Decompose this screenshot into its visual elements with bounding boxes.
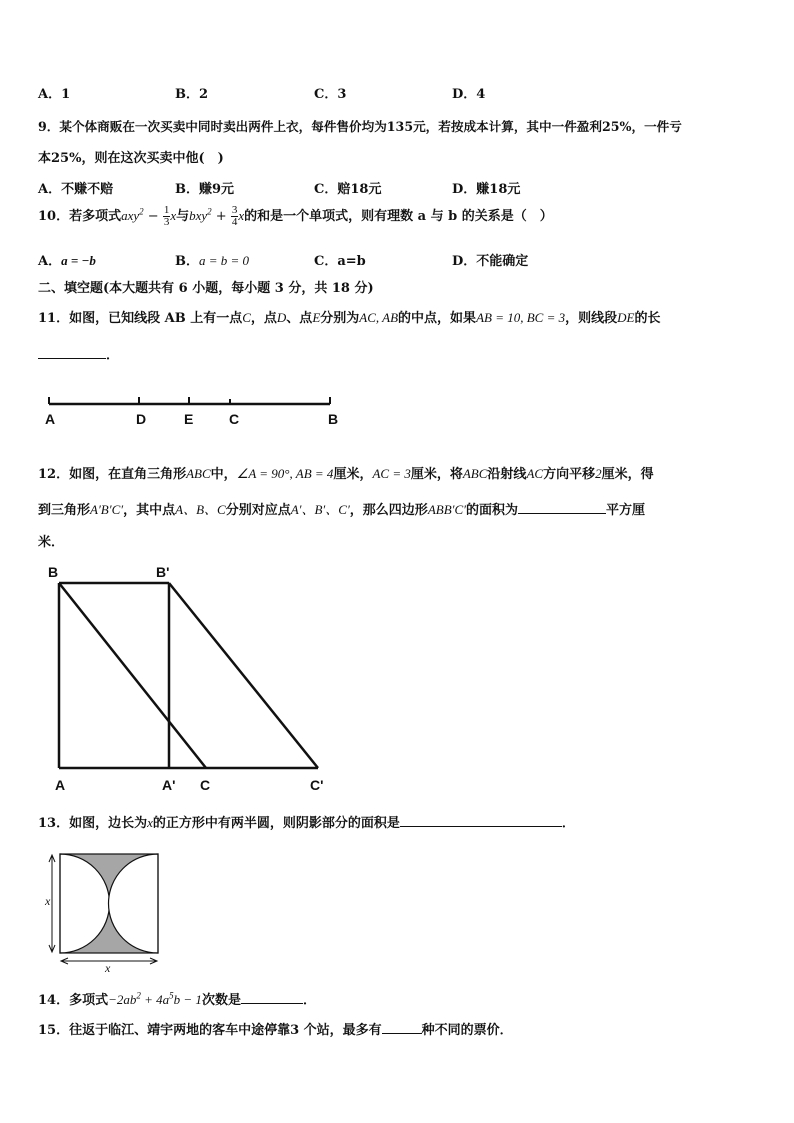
q12-t2: 中， bbox=[210, 467, 237, 482]
q10-option-d: D．不能确定 bbox=[452, 254, 529, 269]
q12-label-b-prime: B' bbox=[156, 564, 170, 580]
q12-label-c-prime: C' bbox=[310, 777, 324, 793]
q10-frac1-num: 1 bbox=[163, 204, 170, 216]
q9-text-line1: 9．某个体商贩在一次买卖中同时卖出两件上衣，每件售价均为135元，若按成本计算，其中一件盈利25%，一件亏 bbox=[38, 119, 682, 134]
q10-expr2-exp: 2 bbox=[207, 206, 212, 217]
q12-l2-t6: 平方厘 bbox=[606, 503, 646, 518]
q13-bottom-label: x bbox=[105, 961, 111, 975]
q12-ray: AC bbox=[526, 466, 544, 481]
q9-option-c: C．赔18元 bbox=[314, 182, 382, 197]
section2-heading: 二、填空题(本大题共有 6 小题，每小题 3 分，共 18 分) bbox=[38, 281, 374, 296]
q9-option-d: D．赚18元 bbox=[452, 182, 521, 197]
q10-option-a-label: A． bbox=[38, 254, 62, 269]
q10-option-b-expr: a = b = 0 bbox=[199, 253, 250, 268]
q12-t4: 厘米，将 bbox=[410, 467, 463, 482]
q11-segments: AC, AB bbox=[359, 310, 399, 325]
q10-expr1-x: x bbox=[170, 208, 177, 223]
q11-condition: AB = 10, BC = 3 bbox=[476, 310, 566, 325]
q12-t1: 12．如图，在直角三角形 bbox=[38, 467, 187, 482]
q12-quad: ABB′C′ bbox=[427, 502, 466, 517]
q10-prefix: 10．若多项式 bbox=[38, 209, 122, 224]
q11-label-d: D bbox=[136, 411, 147, 427]
q12-triangle-prime: A′B′C′ bbox=[90, 502, 124, 517]
q11-t1: 11．如图，已知线段 AB 上有一点 bbox=[38, 311, 243, 326]
q12-l2-t2: ，其中点 bbox=[123, 503, 176, 518]
q11-t4: 分别为 bbox=[320, 311, 360, 326]
q9-text-line2: 本25%，则在这次买卖中他( ) bbox=[38, 151, 224, 166]
q15-t1: 15．往返于临江、靖宇两地的客车中途停靠3 个站，最多有 bbox=[38, 1023, 382, 1038]
q12-l2-t5: 的面积为 bbox=[466, 503, 519, 518]
q15-text bbox=[38, 1019, 513, 1038]
q12-l2-t1: 到三角形 bbox=[38, 503, 91, 518]
q11-t7: 的长 bbox=[634, 311, 661, 326]
q12-triangle2: ABC bbox=[462, 466, 488, 481]
q14-expr-mid: + 4a bbox=[140, 992, 170, 1007]
q12-l2-t3: 分别对应点 bbox=[225, 503, 291, 518]
q14-t2: 次数是 bbox=[201, 993, 241, 1008]
q11-point-c: C bbox=[242, 310, 251, 325]
q12-t5: 沿射线 bbox=[487, 467, 527, 482]
q15-t2: 种不同的票价． bbox=[421, 1023, 513, 1038]
q10-expr2-x: x bbox=[238, 208, 245, 223]
q11-t5: 的中点，如果 bbox=[398, 311, 477, 326]
q11-label-c: C bbox=[229, 411, 240, 427]
q12-t7: 厘米，得 bbox=[601, 467, 654, 482]
q11-end: ． bbox=[106, 348, 120, 363]
q10-frac1-den: 3 bbox=[163, 216, 170, 228]
q9-option-a: A．不赚不赔 bbox=[38, 182, 114, 197]
q10-minus: − bbox=[143, 209, 163, 224]
q11-label-a: A bbox=[45, 411, 56, 427]
q10-expr1-term: axy bbox=[121, 208, 140, 223]
q10-option-b-label: B． bbox=[175, 254, 199, 269]
q12-text-line3: 米． bbox=[38, 535, 65, 550]
q14-exp1: 2 bbox=[136, 990, 141, 1001]
q11-label-e: E bbox=[184, 411, 194, 427]
q14-exp2: 5 bbox=[169, 990, 174, 1001]
q12-distance: 2 bbox=[595, 466, 602, 481]
q13-x: x bbox=[147, 815, 153, 830]
q14-text bbox=[38, 989, 316, 1008]
q13-side-label: x bbox=[45, 894, 51, 908]
q12-label-a-prime: A' bbox=[162, 777, 176, 793]
q14-t1: 14．多项式 bbox=[38, 993, 109, 1008]
q12-triangle: ABC bbox=[186, 466, 211, 481]
q10-plus: + bbox=[211, 209, 231, 224]
q14-end: ． bbox=[302, 993, 316, 1008]
q13-end: ． bbox=[561, 816, 575, 831]
q14-answer-blank[interactable] bbox=[241, 1002, 303, 1004]
q15-answer-blank[interactable] bbox=[382, 1032, 422, 1034]
q12-points-prime: A′、B′、C′ bbox=[290, 502, 350, 517]
q10-with: 与 bbox=[176, 209, 190, 224]
q9-option-b: B．赚9元 bbox=[175, 182, 235, 197]
q12-t6: 方向平移 bbox=[543, 467, 596, 482]
q12-label-c: C bbox=[200, 777, 211, 793]
q11-point-e: E bbox=[312, 310, 321, 325]
q12-ac: AC = 3 bbox=[372, 466, 411, 481]
q12-t3: 厘米， bbox=[333, 467, 373, 482]
q14-expr-pre: −2ab bbox=[108, 992, 137, 1007]
q13-t1: 13．如图，边长为 bbox=[38, 816, 148, 831]
q12-condition: ∠A = 90°, AB = 4 bbox=[236, 466, 334, 481]
q8-option-d: D．4 bbox=[452, 87, 486, 102]
q10-suffix: 的和是一个单项式，则有理数 a 与 b 的关系是（ ） bbox=[244, 209, 553, 224]
q8-option-b: B．2 bbox=[175, 87, 209, 102]
q12-l2-t4: ，那么四边形 bbox=[349, 503, 428, 518]
q10-expr1-exp: 2 bbox=[139, 206, 144, 217]
q12-label-b: B bbox=[48, 564, 59, 580]
q12-points: A、B、C bbox=[175, 502, 226, 517]
q11-t6: ，则线段 bbox=[565, 311, 618, 326]
q11-t3: 、点 bbox=[286, 311, 313, 326]
q11-label-b: B bbox=[328, 411, 339, 427]
q10-option-a-expr: a = −b bbox=[61, 253, 96, 268]
q10-frac2-num: 3 bbox=[231, 204, 238, 216]
q11-t2: ，点 bbox=[250, 311, 277, 326]
q13-t2: 的正方形中有两半圆，则阴影部分的面积是 bbox=[152, 816, 400, 831]
q12-label-a: A bbox=[55, 777, 66, 793]
q10-option-c: C．a=b bbox=[314, 254, 366, 269]
q11-point-d: D bbox=[276, 310, 287, 325]
q10-frac2-den: 4 bbox=[231, 216, 238, 228]
q8-option-c: C．3 bbox=[314, 87, 347, 102]
q8-option-a: A．1 bbox=[38, 87, 71, 102]
q10-expr2-term: bxy bbox=[189, 208, 208, 223]
q14-expr-post: b − 1 bbox=[173, 992, 202, 1007]
q11-segment-de: DE bbox=[617, 310, 635, 325]
